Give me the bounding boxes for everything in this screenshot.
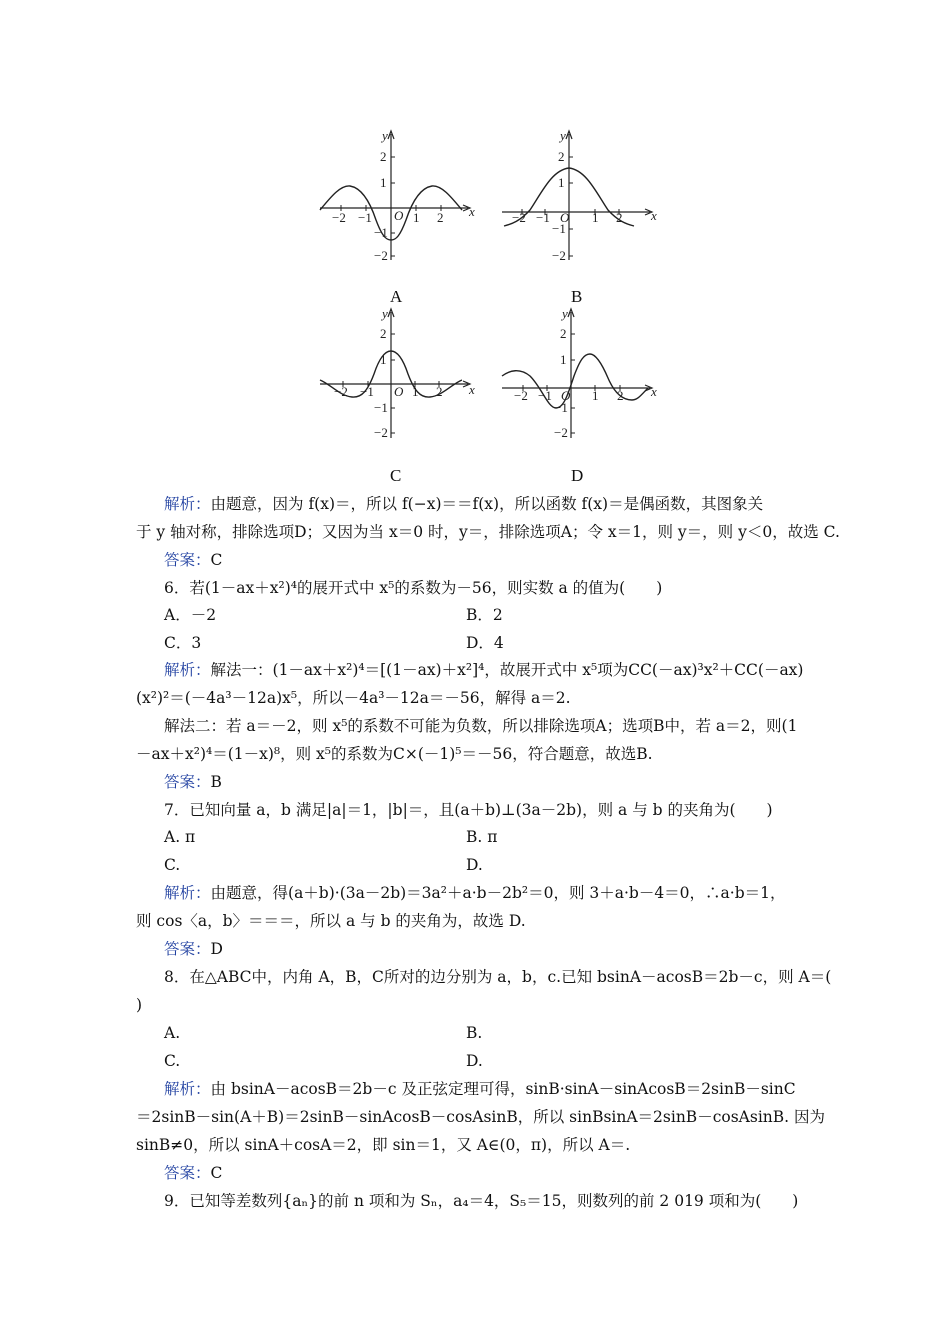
answer-5 [164,550,222,570]
origin-label: O [394,208,404,223]
graph-d-label: D [571,466,584,485]
answer-tag: 答案： [164,773,211,791]
tick-x: −1 [536,210,550,225]
tick-y: −1 [554,400,568,415]
y-label: y [560,128,566,143]
tick-x: −2 [514,388,528,403]
solution-tag: 解析： [164,1080,211,1098]
option-7c: C. [164,856,181,874]
solution-8-line-1 [164,1079,796,1099]
graph-a-label: A [390,287,403,306]
option-8a: A. [164,1024,181,1042]
graph-b [498,128,660,268]
answer-value: C [210,551,223,569]
y-label: y [562,306,568,321]
tick-x: 1 [412,384,419,399]
tick-y: 1 [558,175,565,190]
graph-a [316,128,478,268]
y-label: y [382,306,388,321]
solution-8-line-2: ＝2sinB－sin(A＋B)＝2sinB－sinAcosB－cosAsinB，所以 sinBsinA＝2sinB－cosAsinB. 因为 [136,1108,826,1126]
tick-y: 2 [560,326,567,341]
answer-value: D [210,940,223,958]
solution-7-line-1 [164,883,786,903]
solution-tag: 解析： [164,495,211,513]
answer-7 [164,939,223,959]
tick-x: 2 [436,384,443,399]
solution-7-line-2: 则 cos〈a，b〉＝＝＝，所以 a 与 b 的夹角为，故选 D. [136,912,526,930]
solution-5-line-2: 于 y 轴对称，排除选项D；又因为当 x＝0 时，y＝，排除选项A；令 x＝1，则 y＝，则 y＜0，故选 C. [136,523,840,541]
tick-x: −1 [538,388,552,403]
tick-x: −1 [360,384,374,399]
tick-y: 1 [560,352,567,367]
question-8-line-1: 8．在△ABC中，内角 A，B，C所对的边分别为 a，b，c.已知 bsinA－acosB＝2b－c，则 A＝( [164,968,832,986]
y-label: y [382,128,388,143]
answer-8 [164,1163,222,1183]
x-label: x [469,382,475,397]
tick-y: 2 [380,149,387,164]
solution-tag: 解析： [164,661,211,679]
tick-y: 2 [558,149,565,164]
tick-y: −2 [552,248,566,263]
solution-6-line-1 [164,660,803,680]
option-8d: D. [466,1052,483,1070]
question-9: 9．已知等差数列{aₙ}的前 n 项和为 Sₙ，a₄＝4，S₅＝15，则数列的前 2 019 项和为( ) [164,1192,799,1210]
option-7a: A. π [164,828,196,846]
option-6b: B．2 [466,606,503,624]
option-6a: A．－2 [164,606,217,624]
origin-label: O [561,388,571,403]
answer-value: C [210,1164,223,1182]
solution-6-line-3: 解法二：若 a＝－2，则 x⁵的系数不可能为负数，所以排除选项A；选项B中，若 a＝2，则(1 [164,717,798,735]
answer-tag: 答案： [164,551,211,569]
answer-tag: 答案： [164,940,211,958]
answer-tag: 答案： [164,1164,211,1182]
option-8b: B. [466,1024,483,1042]
tick-y: 2 [380,326,387,341]
option-8c: C. [164,1052,181,1070]
solution-8-line-3: sinB≠0，所以 sinA＋cosA＝2，即 sin＝1，又 A∈(0，π)，所以 A＝. [136,1136,631,1154]
tick-x: 2 [617,388,624,403]
answer-value: B [210,773,222,791]
question-7: 7．已知向量 a，b 满足|a|＝1，|b|＝，且(a＋b)⊥(3a－2b)，则 a 与 b 的夹角为( ) [164,801,773,819]
tick-y: 1 [380,175,387,190]
x-label: x [469,204,475,219]
solution-tag: 解析： [164,884,211,902]
tick-y: −2 [374,248,388,263]
tick-y: −2 [374,425,388,440]
solution-text: 由 bsinA－acosB＝2b－c 及正弦定理可得，sinB·sinA－sinAcosB＝2sinB－sinC [210,1080,796,1098]
solution-6-line-4: －ax＋x²)⁴＝(1－x)⁸，则 x⁵的系数为C×(－1)⁵＝－56，符合题意，故选B. [136,745,653,763]
graph-c-label: C [390,466,402,485]
x-label: x [651,208,657,223]
tick-x: −2 [332,210,346,225]
option-7b: B. π [466,828,498,846]
graph-c [316,304,478,444]
answer-6 [164,772,222,792]
tick-x: −2 [334,384,348,399]
tick-y: −2 [554,425,568,440]
tick-x: 1 [592,210,599,225]
tick-x: −1 [358,210,372,225]
origin-label: O [394,384,404,399]
tick-x: 1 [592,388,599,403]
tick-y: 1 [380,352,387,367]
tick-x: 2 [437,210,444,225]
graph-b-label: B [571,287,583,306]
tick-y: −1 [374,400,388,415]
x-label: x [651,384,657,399]
solution-text: 由题意，因为 f(x)＝，所以 f(−x)＝＝f(x)，所以函数 f(x)＝是偶函数，其图象关 [210,495,764,513]
origin-label: O [560,210,570,225]
question-8-line-2: ) [136,996,143,1014]
tick-x: −2 [512,210,526,225]
tick-y: −1 [552,221,566,236]
solution-text: 解法一：(1－ax＋x²)⁴＝[(1－ax)＋x²]⁴，故展开式中 x⁵项为CC(－ax)³x²＋CC(－ax) [210,661,804,679]
option-7d: D. [466,856,483,874]
solution-text: 由题意，得(a＋b)·(3a－2b)＝3a²＋a·b－2b²＝0，则 3＋a·b－4＝0，∴a·b＝1， [210,884,786,902]
solution-5-line-1 [164,494,763,514]
solution-6-line-2: (x²)²＝(－4a³－12a)x⁵，所以－4a³－12a＝－56，解得 a＝2. [136,689,571,707]
graph-d [498,304,660,444]
tick-x: 1 [413,210,420,225]
question-6: 6．若(1－ax＋x²)⁴的展开式中 x⁵的系数为－56，则实数 a 的值为( ) [164,579,663,597]
option-6d: D．4 [466,634,504,652]
tick-y: −1 [374,225,388,240]
option-6c: C．3 [164,634,202,652]
tick-x: 2 [616,210,623,225]
